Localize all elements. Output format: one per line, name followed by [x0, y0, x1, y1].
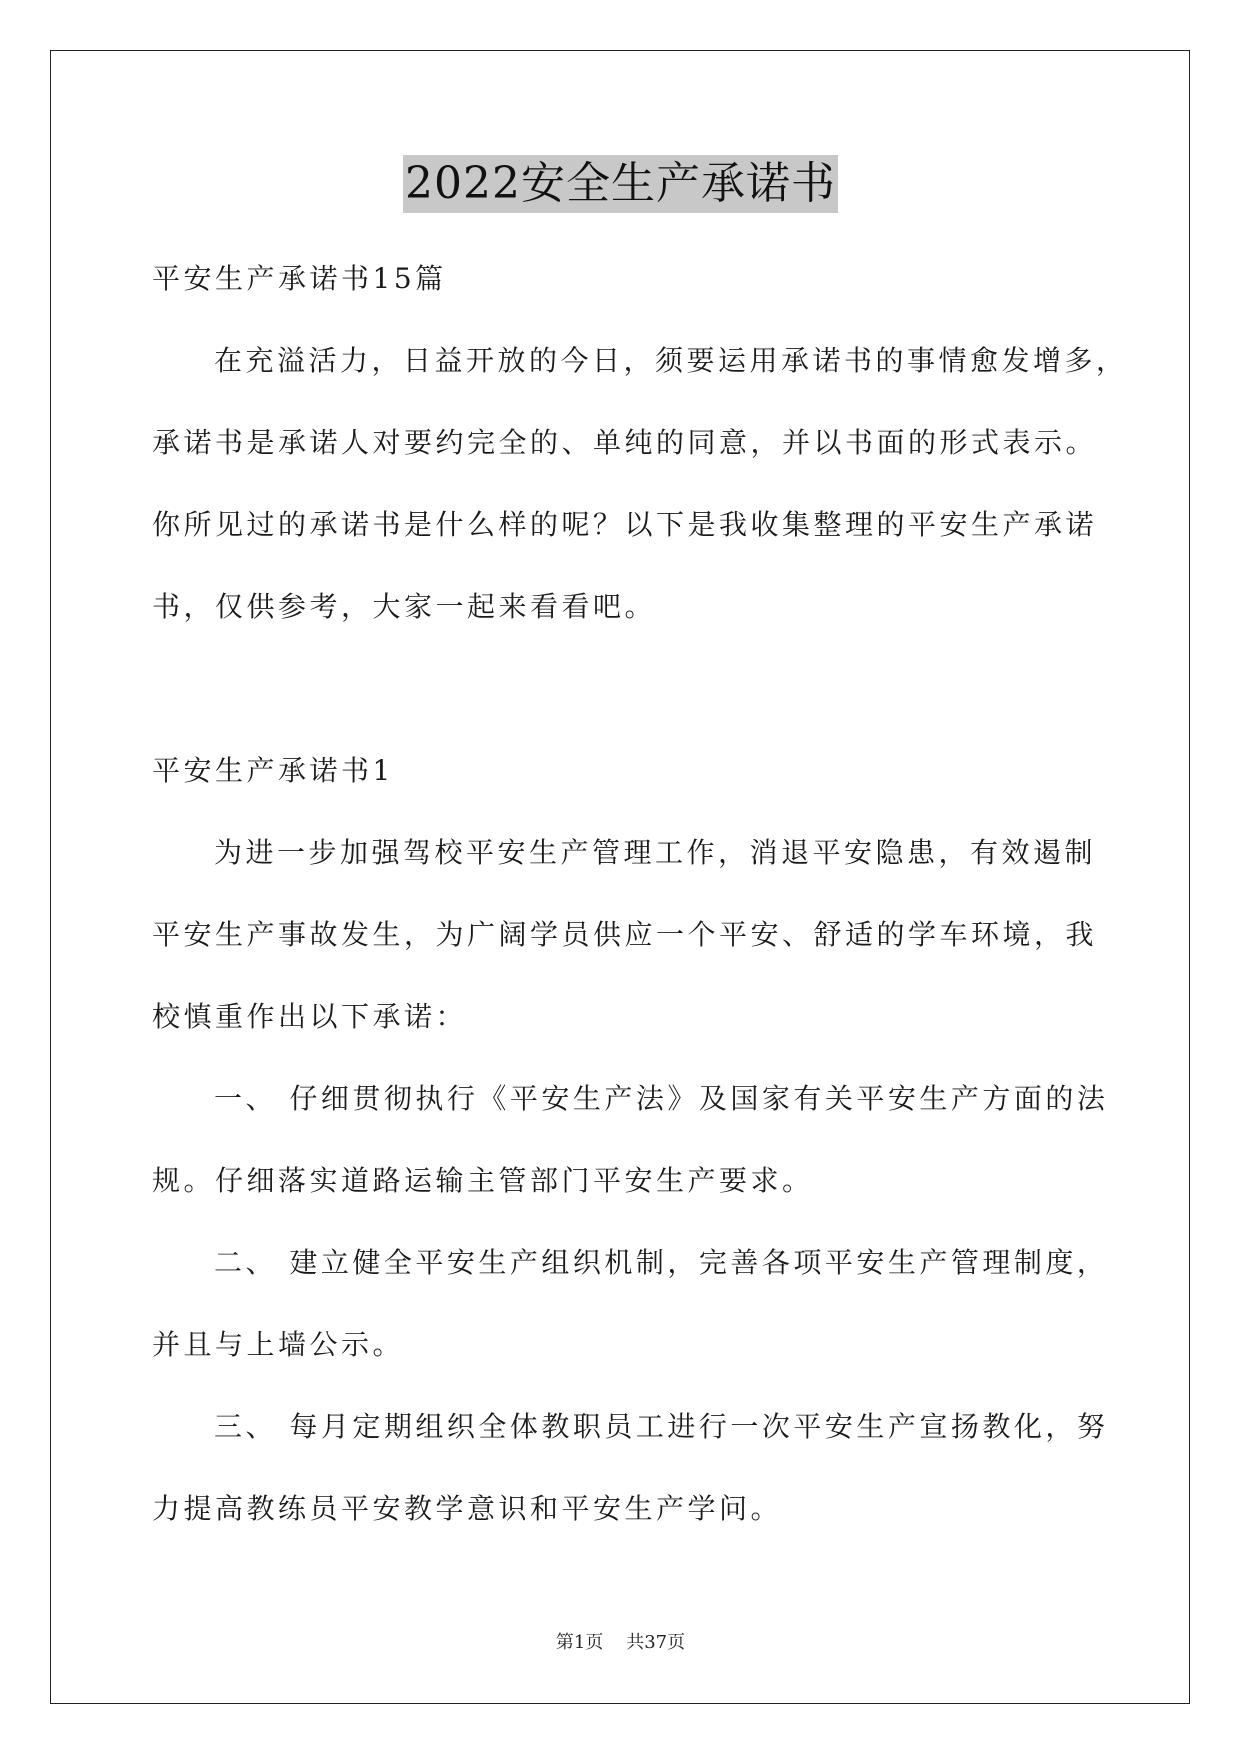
paragraph-line: 你所见过的承诺书是什么样的呢？以下是我收集整理的平安生产承诺	[152, 508, 1098, 541]
page-number: 第1页 共37页	[555, 1632, 686, 1653]
document-body	[152, 238, 1128, 1550]
paragraph-line: 为进一步加强驾校平安生产管理工作，消退平安隐患，有效遏制	[214, 836, 1097, 869]
title-container	[0, 155, 1241, 213]
paragraph-line: 力提高教练员平安教学意识和平安生产学问。	[152, 1492, 783, 1525]
paragraph-line: 一、 仔细贯彻执行《平安生产法》及国家有关平安生产方面的法	[214, 1082, 1109, 1115]
paragraph-line: 并且与上墙公示。	[152, 1328, 405, 1361]
document-title: 2022安全生产承诺书	[403, 155, 838, 213]
paragraph-line: 平安生产承诺书15篇	[152, 262, 447, 295]
paragraph-line: 承诺书是承诺人对要约完全的、单纯的同意，并以书面的形式表示。	[152, 426, 1098, 459]
paragraph-line: 规。仔细落实道路运输主管部门平安生产要求。	[152, 1164, 814, 1197]
paragraph-line: 平安生产事故发生，为广阔学员供应一个平安、舒适的学车环境，我	[152, 918, 1098, 951]
paragraph-line: 在充溢活力，日益开放的今日，须要运用承诺书的事情愈发增多，	[214, 344, 1128, 377]
paragraph-line: 二、 建立健全平安生产组织机制，完善各项平安生产管理制度，	[214, 1246, 1109, 1279]
paragraph-line: 校慎重作出以下承诺：	[152, 1000, 468, 1033]
paragraph-line: 三、 每月定期组织全体教职员工进行一次平安生产宣扬教化，努	[214, 1410, 1109, 1443]
paragraph-line: 书，仅供参考，大家一起来看看吧。	[152, 590, 657, 623]
section-heading: 平安生产承诺书1	[152, 754, 394, 787]
page-footer	[0, 1628, 1241, 1654]
blank-line	[152, 648, 1092, 730]
